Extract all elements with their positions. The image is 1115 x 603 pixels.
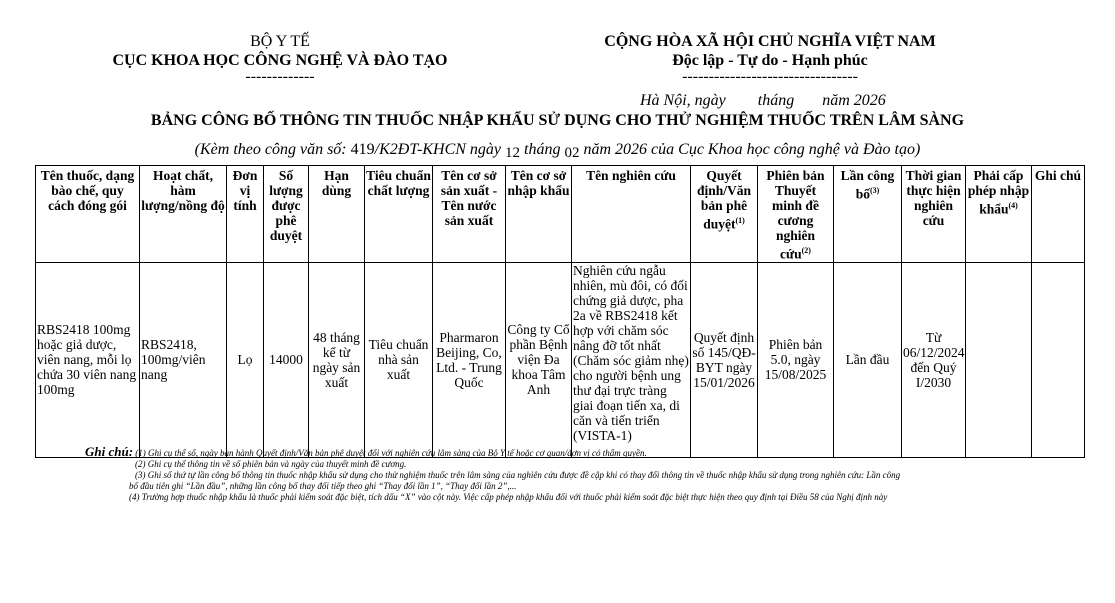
dispatch-number: 419 — [350, 141, 375, 158]
col-header: Lần công bố$^{(3)}$ — [834, 166, 902, 263]
col-header: Tên cơ sở sản xuất - Tên nước sản xuất — [433, 166, 506, 263]
dispatch-code: /K2ĐT-KHCN ngày — [374, 141, 506, 158]
col-header: Ghi chú — [1032, 166, 1085, 263]
cell-manufacturer: Pharmaron Beijing, Co, Ltd. - Trung Quốc — [433, 262, 506, 457]
cell-importer: Công ty Cổ phần Bệnh viện Đa khoa Tâm Anh — [506, 262, 572, 457]
col-header: Tên nghiên cứu — [572, 166, 691, 263]
date-line: Hà Nội, ngày tháng năm 2026 — [640, 92, 886, 109]
col-header: Số lượng được phê duyệt — [264, 166, 309, 263]
document-subtitle — [0, 141, 1115, 162]
footnote-ref: (3) — [869, 186, 880, 195]
footnote-ref: (2) — [801, 246, 811, 255]
ministry-name: BỘ Y TẾ — [250, 33, 310, 50]
footnote-ref: (1) — [735, 216, 745, 225]
header-left — [70, 32, 490, 84]
table-header-row — [36, 166, 1085, 263]
nation-name: CỘNG HÒA XÃ HỘI CHỦ NGHĨA VIỆT NAM — [604, 33, 936, 50]
col-header: Tiêu chuẩn chất lượng — [365, 166, 433, 263]
footnote-2: (2) Ghi cụ thể thông tin về số phiên bản và ngày của thuyết minh đề cương. — [135, 459, 407, 469]
cell-study-name: Nghiên cứu ngẫu nhiên, mù đôi, có đối chứng giả dược, pha 2a về RBS2418 kết hợp với chăm sóc nâng đỡ tốt nhất (Chăm sóc giảm nhẹ) cho người bệnh ung thư đại trực tràng giai đoạn tiến xa, di căn và tiến triển (VISTA-1) — [572, 262, 691, 457]
col-header: Thời gian thực hiện nghiên cứu — [902, 166, 966, 263]
footnote-3: (3) Ghi số thứ tự lần công bố thông tin thuốc nhập khẩu sử dụng cho thử nghiệm thuốc trên lâm sàng của nghiên cứu được đề cập khi có thay đổi thông tin về thuốc nhập khẩu sử dụng trong nghiên cứu: Lần công — [135, 470, 901, 480]
table-row — [36, 262, 1085, 457]
col-header: Phiên bản Thuyết minh đề cương nghiên cứu$^{(2)}$ — [758, 166, 834, 263]
col-header: Hạn dùng — [309, 166, 365, 263]
footnotes — [85, 446, 1075, 503]
cell-active-ingredient: RBS2418, 100mg/viên nang — [140, 262, 227, 457]
national-motto: Độc lập - Tự do - Hạnh phúc — [672, 52, 868, 69]
col-header: Đơn vị tính — [227, 166, 264, 263]
cell-notes — [1032, 262, 1085, 457]
cell-unit: Lọ — [227, 262, 264, 457]
col-header: Phải cấp phép nhập khẩu$^{(4)}$ — [966, 166, 1032, 263]
col-header: Hoạt chất, hàm lượng/nồng độ — [140, 166, 227, 263]
footnote-ref: (4) — [1008, 201, 1018, 210]
col-header: Quyết định/Văn bản phê duyệt$^{(1)}$ — [691, 166, 758, 263]
col-header: Tên thuốc, dạng bào chế, quy cách đóng gói — [36, 166, 140, 263]
cell-approval-decision: Quyết định số 145/QĐ-BYT ngày 15/01/2026 — [691, 262, 758, 457]
subtitle-prefix: (Kèm theo công văn số: — [194, 141, 351, 158]
header-right — [560, 32, 980, 84]
dispatch-day: 12 — [505, 145, 521, 161]
cell-expiry: 48 tháng kể từ ngày sản xuất — [309, 262, 365, 457]
cell-announcement: Lần đầu — [834, 262, 902, 457]
footnote-1: Ghi chú: (1) Ghi cụ thể số, ngày ban hành Quyết định/Văn bản phê duyệt đối với nghiên cứu lâm sàng của Bộ Y tế hoặc cơ quan/đơn vị có thẩm quyền. — [85, 444, 647, 459]
cell-import-license — [966, 262, 1032, 457]
header-right-rule: --------------------------------- — [682, 68, 858, 85]
cell-study-period: Từ 06/12/2024 đến Quý I/2030 — [902, 262, 966, 457]
col-header: Tên cơ sở nhập khẩu — [506, 166, 572, 263]
header-left-rule: ------------- — [245, 68, 315, 85]
cell-quantity: 14000 — [264, 262, 309, 457]
document-title: BẢNG CÔNG BỐ THÔNG TIN THUỐC NHẬP KHẨU SỬ DỤNG CHO THỬ NGHIỆM THUỐC TRÊN LÂM SÀNG — [150, 112, 965, 129]
notes-label: Ghi chú: — [85, 444, 134, 459]
department-name: CỤC KHOA HỌC CÔNG NGHỆ VÀ ĐÀO TẠO — [112, 52, 448, 69]
drug-info-table — [35, 165, 1085, 458]
footnote-3-continued: bố đầu tiên ghi “Lần đầu”, những lần công bố thay đổi tiếp theo ghi “Thay đổi lần 1”, “Thay đổi lần 2”,... — [129, 481, 517, 491]
footnote-4: (4) Trường hợp thuốc nhập khẩu là thuốc phải kiểm soát đặc biệt, tích dấu “X” vào cột này. Việc cấp phép nhập khẩu đối với thuốc phải kiểm soát đặc biệt thực hiện theo quy định tại Điều 58 của Nghị định này — [129, 492, 888, 502]
month-word: tháng — [520, 141, 565, 158]
cell-quality-standard: Tiêu chuẩn nhà sản xuất — [365, 262, 433, 457]
subtitle-suffix: năm 2026 của Cục Khoa học công nghệ và Đào tạo) — [579, 141, 921, 158]
cell-drug-name: RBS2418 100mg hoặc giả dược, viên nang, mỗi lọ chứa 30 viên nang 100mg — [36, 262, 140, 457]
dispatch-month: 02 — [564, 145, 580, 161]
cell-protocol-version: Phiên bản 5.0, ngày 15/08/2025 — [758, 262, 834, 457]
